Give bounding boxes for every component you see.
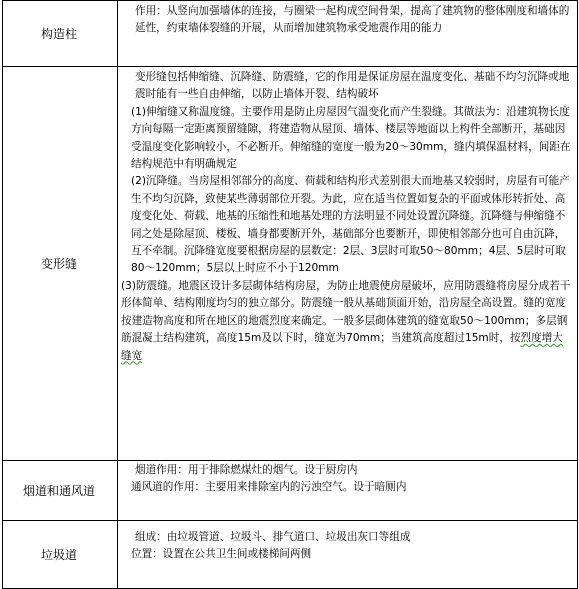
row-content — [121, 462, 573, 497]
paragraph-text: (3)防震缝。地震区设计多层砌体结构房屋，为防止地震使房屋破坏，应用防震缝将房屋分成若干形体简单、结构刚度均匀的独立部分。防震缝一般从基础顶面开始，沿房屋全高设置。缝的宽度按建造物高度和所在地区的地震烈度来确定。一般多层砌体建筑的缝宽取50～100mm；多层钢筋混凝土结构建筑，高度15m及以下时，缝宽为70mm；当建筑高度超过15m时，按 — [121, 279, 571, 345]
row-content — [121, 3, 573, 38]
column-divider — [117, 461, 118, 520]
column-divider — [117, 67, 118, 460]
info-table — [2, 0, 578, 589]
row-label: 垃圾道 — [40, 548, 77, 562]
row-label: 构造柱 — [40, 27, 77, 41]
row-label: 变形缝 — [40, 257, 77, 271]
paragraph: 位置：设置在公共卫生间或楼梯间两侧 — [131, 548, 312, 561]
paragraph-settlement-joint: (2)沉降缝。当房屋相邻部分的高度、荷载和结构形式差别很大而地基又较弱时，房屋有可能产生不均匀沉降，致使某些薄弱部位开裂。为此，应在适当位置如复杂的平面或体形转折处、高度变化处、荷载、地基的压缩性和地基处理的方法明显不同处设置沉降缝。沉降缝与伸缩缝不同之处是除屋顶、楼板、墙身都要断开外，基础部分也要断开，即使相邻部分也可自由沉降，互不牵制。沉降缝宽度要根据房屋的层数定：2层、3层时可取50～80mm；4层、5层时可取80～120mm；5层以上时应不小于120mm — [131, 175, 570, 275]
paragraph: 烟道作用：用于排除燃煤灶的烟气。设于厨房内 — [135, 464, 358, 476]
column-divider — [117, 521, 118, 588]
paragraph: 通风道的作用：主要用来排除室内的污浊空气。设于暗厕内 — [131, 481, 407, 494]
paragraph: 作用：从竖向加强墙体的连接，与圈梁一起构成空间骨架，提高了建筑物的整体刚度和墙体的延性，约束墙体裂缝的开展，从而增加建筑物承受地震作用的能力 — [135, 5, 570, 35]
table-row-yandao — [3, 460, 577, 520]
paragraph-seismic-joint — [121, 278, 573, 365]
row-content — [121, 529, 573, 564]
column-divider — [117, 1, 118, 66]
paragraph-intro: 变形缝包括伸缩缝、沉降缝、防震缝，它的作用是保证房屋在温度变化、基础不均匀沉降或地震时能有一些自由伸缩，以防止墙体开裂、结构破坏 — [135, 71, 570, 101]
table-row-bianxingfeng — [3, 66, 577, 460]
paragraph-expansion-joint: (1)伸缩缝又称温度缝。主要作用是防止房屋因气温变化而产生裂缝。其做法为：沿建筑物长度方向每隔一定距离预留缝隙，将建造物从屋顶、墙体、楼层等地面以上构件全部断开，基础因受温度变化影响较小，不必断开。伸缩缝的宽度一般为20～30mm，缝内填保温材料，间距在结构规范中有明确规定 — [131, 105, 571, 171]
table-row-gouzaozhu — [3, 0, 577, 66]
row-content — [121, 69, 573, 365]
paragraph-text-marked: 烈度增大缝宽 — [121, 332, 563, 362]
table-row-lajidao — [3, 520, 577, 589]
paragraph: 组成：由垃圾管道、垃圾斗、排气道口、垃圾出灰口等组成 — [135, 531, 411, 543]
row-label: 烟道和通风道 — [22, 484, 95, 498]
